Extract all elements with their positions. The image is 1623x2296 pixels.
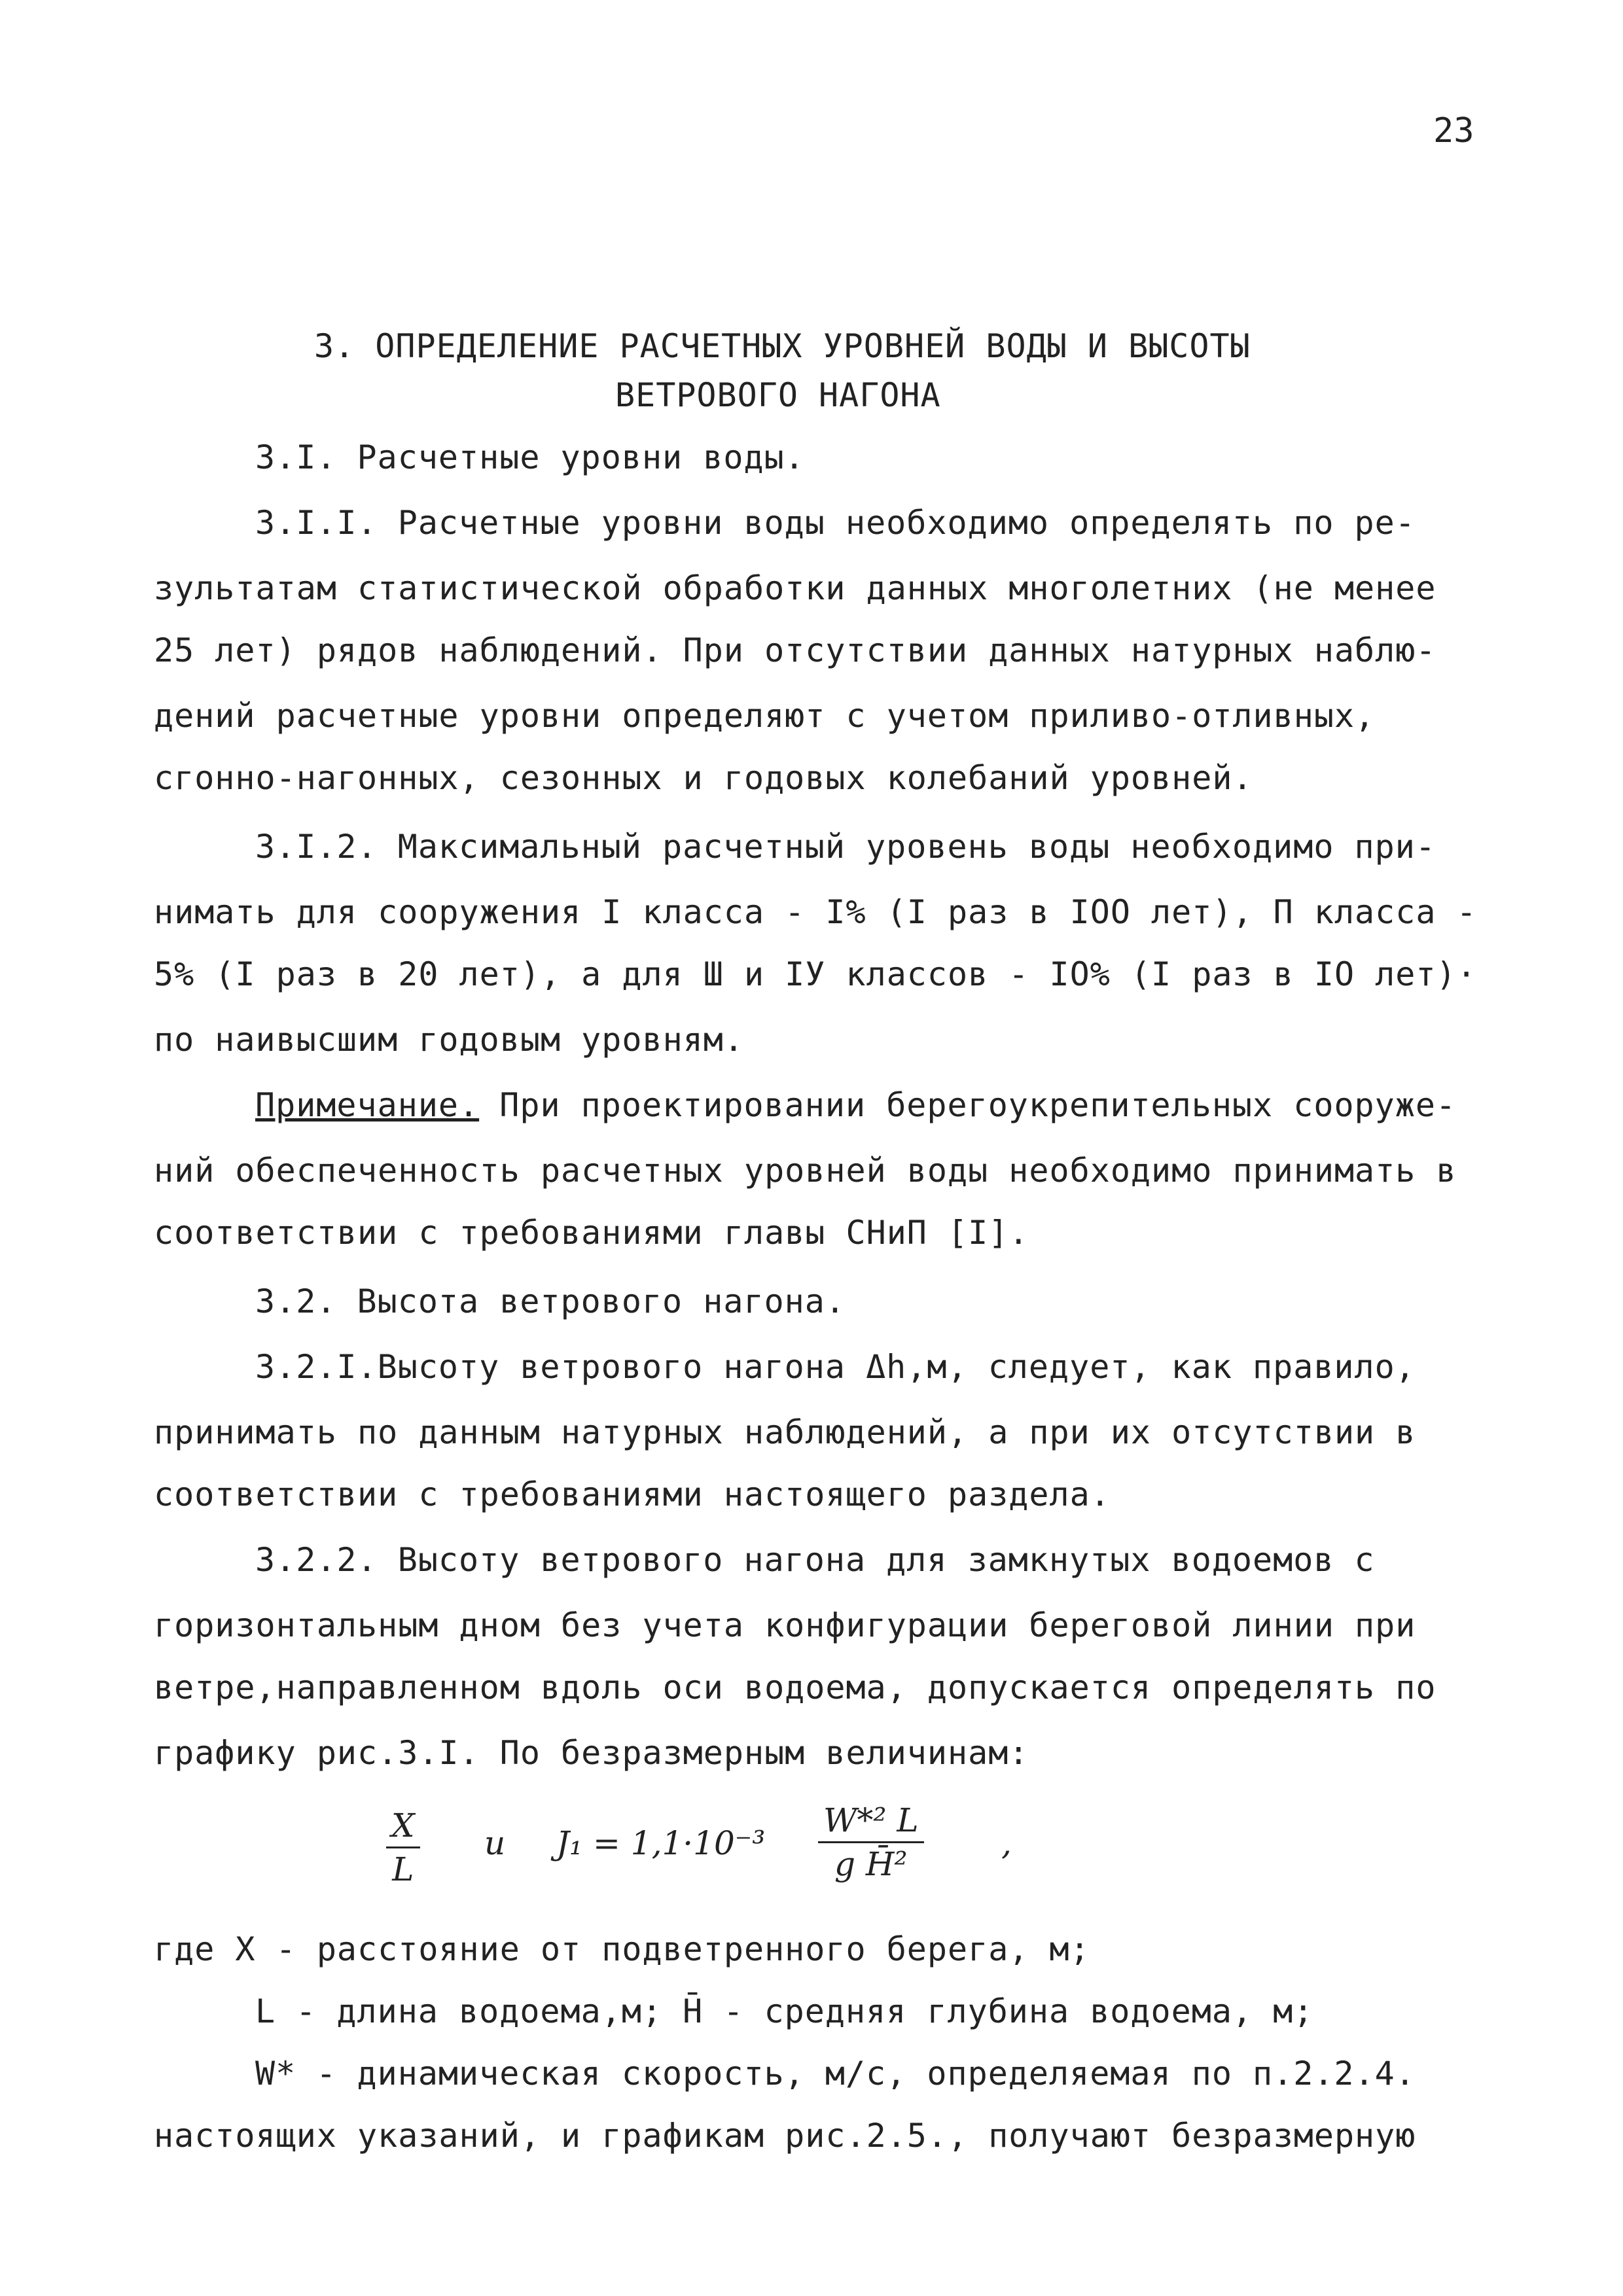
paragraph-line: настоящих указаний, и графикам рис.2.5., получают безразмерную [154, 2117, 1416, 2155]
paragraph-line: L - длина водоема,м; H̄ - средняя глубина водоема, м; [255, 1992, 1314, 2030]
note-cont: ний [154, 1152, 215, 1190]
note-line [154, 1152, 1457, 1190]
paragraph-line: принимать по данным натурных наблюдений, а при их отсутствии в [154, 1413, 1416, 1451]
fraction-w-over-gh [818, 1799, 924, 1885]
note-text-2: обеспеченность расчетных уровней воды необходимо принимать в [215, 1152, 1457, 1190]
paragraph-line: нимать для сооружения I класса - I% (I раз в IOO лет), П класса - [154, 893, 1477, 931]
paragraph-line: 25 лет) рядов наблюдений. При отсутствии данных натурных наблю- [154, 631, 1436, 669]
formula-conjunction: и [484, 1824, 506, 1862]
fraction-x-over-l [386, 1805, 420, 1890]
paragraph-line: 3.2.I.Высоту ветрового нагона Δh,м, следует, как правило, [255, 1348, 1416, 1386]
paragraph-line: ветре,направленном вдоль оси водоема, допускается определять по [154, 1669, 1436, 1706]
paragraph-line: зультатам статистической обработки данных многолетних (не менее [154, 569, 1436, 607]
section-heading-line-2: ВЕТРОВОГО НАГОНА [615, 376, 941, 414]
paragraph-line: дений расчетные уровни определяют с учетом приливо-отливных, [154, 697, 1376, 735]
note-text: При проектировании берегоукрепительных сооруже- [479, 1086, 1457, 1124]
note-label: Примечание. [255, 1086, 480, 1124]
paragraph-line: где X - расстояние от подветренного берега, м; [154, 1930, 1090, 1968]
paragraph-line: 3.2.2. Высоту ветрового нагона для замкнутых водоемов с [255, 1541, 1375, 1579]
formula-lhs: J₁ = 1,1·10⁻³ [556, 1824, 766, 1862]
section-heading-line-1: 3. ОПРЕДЕЛЕНИЕ РАСЧЕТНЫХ УРОВНЕЙ ВОДЫ И ВЫСОТЫ [314, 327, 1251, 365]
paragraph-line: горизонтальным дном без учета конфигурации береговой линии при [154, 1606, 1416, 1644]
formula [386, 1799, 1041, 1898]
note-line: соответствии с требованиями главы СНиП [I]. [154, 1214, 1029, 1252]
subsection-title: 3.2. Высота ветрового нагона. [255, 1282, 846, 1320]
paragraph-line: по наивысшим годовым уровням. [154, 1021, 744, 1059]
page-number: 23 [1433, 111, 1474, 150]
subsection-title: 3.I. Расчетные уровни воды. [255, 438, 805, 476]
paragraph-line: 3.I.2. Максимальный расчетный уровень воды необходимо при- [255, 828, 1436, 866]
paragraph-line: 5% (I раз в 20 лет), а для Ш и IУ классов - IO% (I раз в IO лет)· [154, 955, 1477, 993]
fraction-denominator: L [392, 1850, 414, 1888]
fraction-denominator: g H̄² [834, 1845, 908, 1883]
paragraph-line: графику рис.3.I. По безразмерным величинам: [154, 1734, 1029, 1772]
note-line [255, 1086, 1456, 1124]
paragraph-line: соответствии с требованиями настоящего раздела. [154, 1475, 1111, 1513]
paragraph-line: W* - динамическая скорость, м/с, определяемая по п.2.2.4. [255, 2055, 1416, 2093]
fraction-numerator: X [386, 1805, 420, 1848]
fraction-numerator: W*² L [818, 1799, 924, 1843]
paragraph-line: сгонно-нагонных, сезонных и годовых колебаний уровней. [154, 759, 1253, 797]
formula-tail: , [1001, 1824, 1012, 1862]
paragraph-line: 3.I.I. Расчетные уровни воды необходимо определять по ре- [255, 504, 1416, 542]
